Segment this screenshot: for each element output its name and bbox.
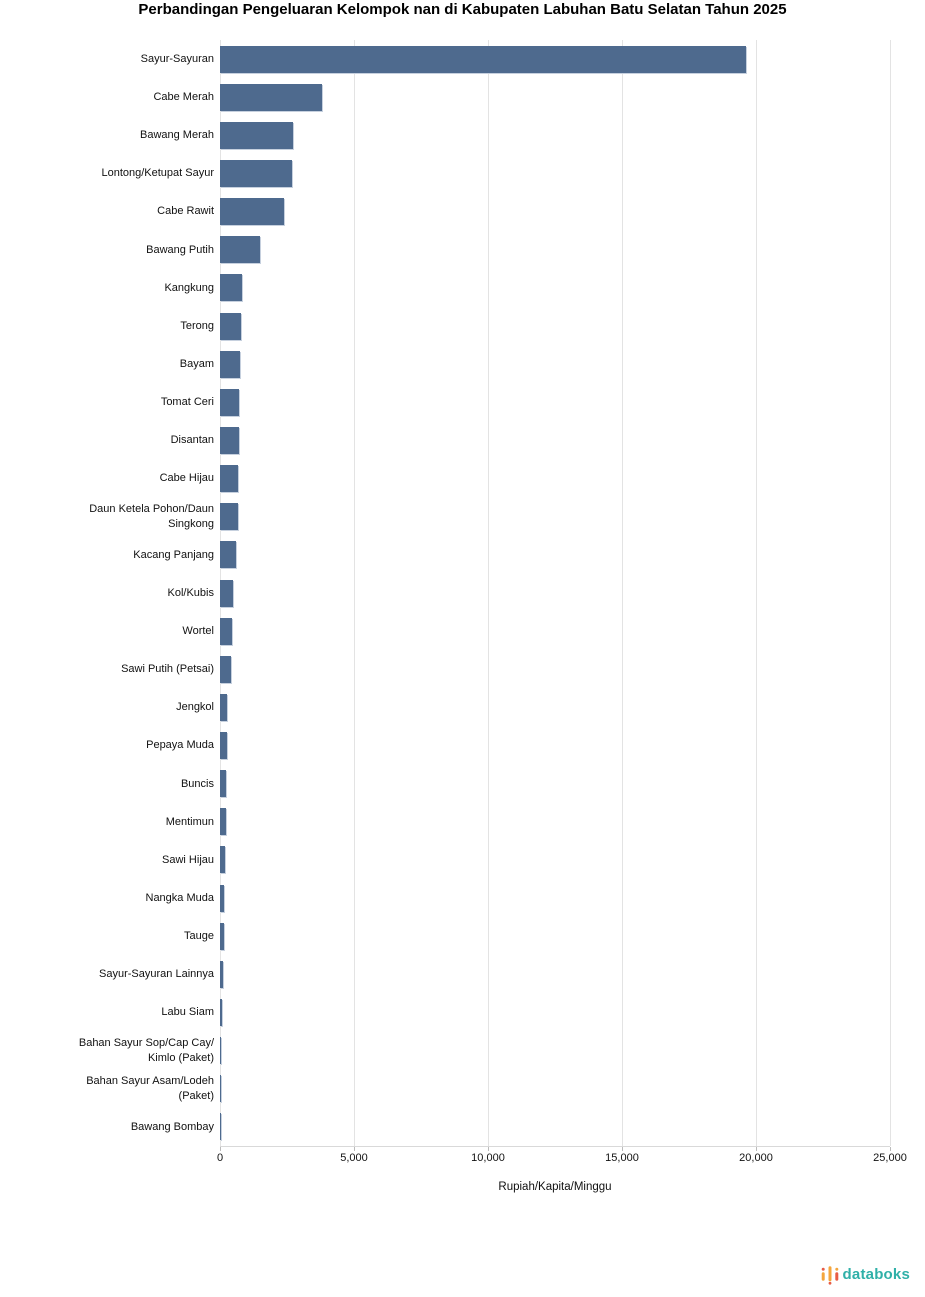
x-tick-label: 0: [216, 1152, 224, 1164]
category-label: Kacang Panjang: [133, 548, 214, 561]
bar: [220, 84, 322, 111]
gridline: [622, 40, 623, 1146]
category-label: Pepaya Muda: [146, 739, 214, 752]
category-label: Bayam: [179, 358, 214, 370]
category-label: Jengkol: [176, 701, 214, 714]
bar: [220, 160, 292, 187]
bar: [220, 1075, 221, 1102]
databoks-logo: [820, 1263, 910, 1285]
category-label: Tomat Ceri: [160, 396, 214, 409]
category-label: Labu Siam: [161, 1006, 214, 1019]
bar: [220, 46, 746, 73]
databoks-logo-icon: [820, 1263, 840, 1285]
category-label: Buncis: [180, 777, 214, 790]
bar: [220, 198, 284, 225]
bar: [220, 465, 238, 492]
category-label: Cabe Hijau: [159, 472, 214, 485]
category-label: Wortel: [182, 624, 214, 637]
x-tick-label: 20,000: [739, 1152, 773, 1164]
category-label: Terong: [180, 319, 214, 332]
bar: [220, 351, 240, 378]
bar: [220, 389, 239, 416]
x-tick: [220, 1147, 221, 1151]
gridline: [756, 40, 757, 1146]
category-label: Sawi Hijau: [162, 853, 214, 866]
bar: [220, 732, 227, 759]
chart-title: Perbandingan Pengeluaran Kelompok nan di Kabupaten Labuhan Batu Selatan Tahun 2025: [138, 1, 787, 18]
gridline: [488, 40, 489, 1146]
bar: [220, 885, 224, 912]
x-tick: [890, 1147, 891, 1151]
x-tick: [756, 1147, 757, 1151]
category-label: Mentimun: [165, 815, 214, 828]
category-label: Sayur-Sayuran Lainnya: [99, 968, 214, 981]
category-label: Bahan Sayur Asam/Lodeh (Paket): [86, 1075, 214, 1102]
bar: [220, 541, 236, 568]
x-tick: [622, 1147, 623, 1151]
bar: [220, 846, 225, 873]
category-label: Bahan Sayur Sop/Cap Cay/ Kimlo (Paket): [78, 1037, 214, 1064]
x-tick: [354, 1147, 355, 1151]
category-label: Tauge: [184, 930, 214, 943]
bar: [220, 122, 293, 149]
category-label: Cabe Merah: [153, 91, 214, 104]
x-tick: [488, 1147, 489, 1151]
bar: [220, 274, 242, 301]
category-label: Daun Ketela Pohon/Daun Singkong: [89, 503, 214, 530]
category-label: Lontong/Ketupat Sayur: [101, 167, 214, 180]
category-label: Nangka Muda: [145, 891, 214, 904]
category-label: Sawi Putih (Petsai): [121, 663, 214, 676]
category-label: Bawang Putih: [146, 243, 214, 256]
category-label: Sayur-Sayuran: [140, 52, 214, 65]
x-tick-label: 15,000: [605, 1152, 639, 1164]
bar: [220, 503, 238, 530]
x-tick-label: 10,000: [471, 1152, 505, 1164]
gridline: [890, 40, 891, 1146]
category-label: Kol/Kubis: [167, 586, 214, 599]
bar: [220, 999, 222, 1026]
bar: [220, 770, 226, 797]
bar: [220, 694, 227, 721]
bar: [220, 808, 226, 835]
bar: [220, 313, 241, 340]
gridline: [354, 40, 355, 1146]
x-tick-label: 5,000: [340, 1152, 368, 1164]
bar: [220, 236, 260, 263]
plot-area: [220, 40, 890, 1147]
bar: [220, 1037, 221, 1064]
bar: [220, 427, 239, 454]
category-label: Kangkung: [164, 281, 214, 294]
bar: [220, 961, 223, 988]
category-label: Bawang Bombay: [130, 1120, 214, 1133]
x-axis-title: Rupiah/Kapita/Minggu: [498, 1181, 612, 1193]
bar: [220, 923, 224, 950]
bar: [220, 656, 231, 683]
bar: [220, 580, 233, 607]
bar: [220, 618, 232, 645]
category-label: Disantan: [170, 434, 214, 447]
databoks-logo-text: databoks: [842, 1265, 910, 1283]
category-label: Cabe Rawit: [157, 205, 214, 218]
category-label: Bawang Merah: [140, 129, 214, 142]
x-tick-label: 25,000: [873, 1152, 907, 1164]
